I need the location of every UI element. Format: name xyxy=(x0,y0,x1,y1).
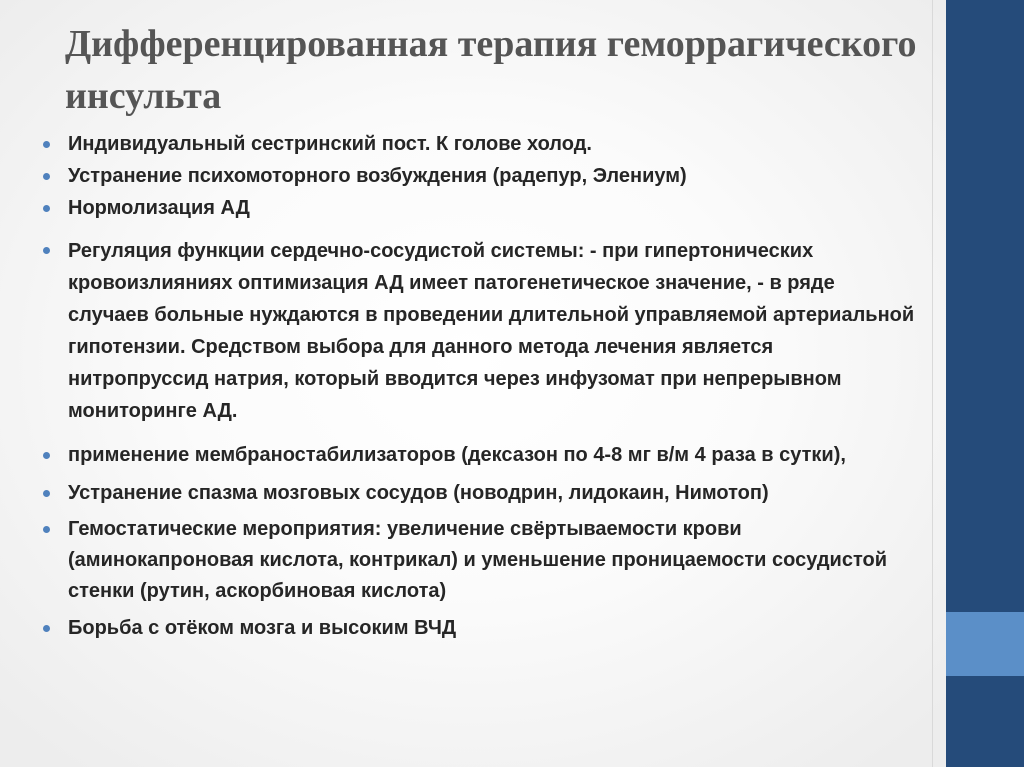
bullet-text: Устранение спазма мозговых сосудов (новодрин, лидокаин, Нимотоп) xyxy=(68,482,769,504)
bullet-item xyxy=(68,162,918,191)
bullet-item xyxy=(68,235,918,427)
bullet-text: Нормолизация АД xyxy=(68,197,250,219)
bullet-item xyxy=(68,440,918,471)
bullet-text: Устранение психомоторного возбуждения (радепур, Элениум) xyxy=(68,165,687,187)
bullet-text: Индивидуальный сестринский пост. К голове холод. xyxy=(68,133,592,155)
sidebar-accent-block xyxy=(946,612,1024,676)
bullet-item xyxy=(68,479,918,508)
slide-title: Дифференцированная терапия геморрагического инсульта xyxy=(65,23,917,117)
bullet-list xyxy=(68,130,918,643)
bullet-text: применение мембраностабилизаторов (дексазон по 4-8 мг в/м 4 раза в сутки), xyxy=(68,444,846,466)
bullet-item xyxy=(68,514,918,607)
bullet-dot-icon xyxy=(43,490,50,497)
bullet-item xyxy=(68,130,918,159)
bullet-dot-icon xyxy=(43,205,50,212)
bullet-dot-icon xyxy=(43,247,50,254)
bullet-text: Регуляция функции сердечно-сосудистой системы: - при гипертонических кровоизлияниях оптимизация АД имеет патогенетическое значение, - в ряде случаев больные нуждаются в проведении длительной управляемой артериальной гипотензии. Средством выбора для данного метода лечения является нитропруссид натрия, который вводится через инфузомат при непрерывном мониторинге АД. xyxy=(68,240,915,422)
bullet-text: Борьба с отёком мозга и высоким ВЧД xyxy=(68,617,457,639)
bullet-dot-icon xyxy=(43,452,50,459)
bullet-dot-icon xyxy=(43,141,50,148)
bullet-item xyxy=(68,194,918,223)
bullet-item xyxy=(68,614,918,643)
bullet-text: Гемостатические мероприятия: увеличение свёртываемости крови (аминокапроновая кислота, контрикал) и уменьшение проницаемости сосудистой стенки (рутин, аскорбиновая кислота) xyxy=(68,518,888,602)
bullet-dot-icon xyxy=(43,526,50,533)
bullet-dot-icon xyxy=(43,625,50,632)
bullet-dot-icon xyxy=(43,173,50,180)
